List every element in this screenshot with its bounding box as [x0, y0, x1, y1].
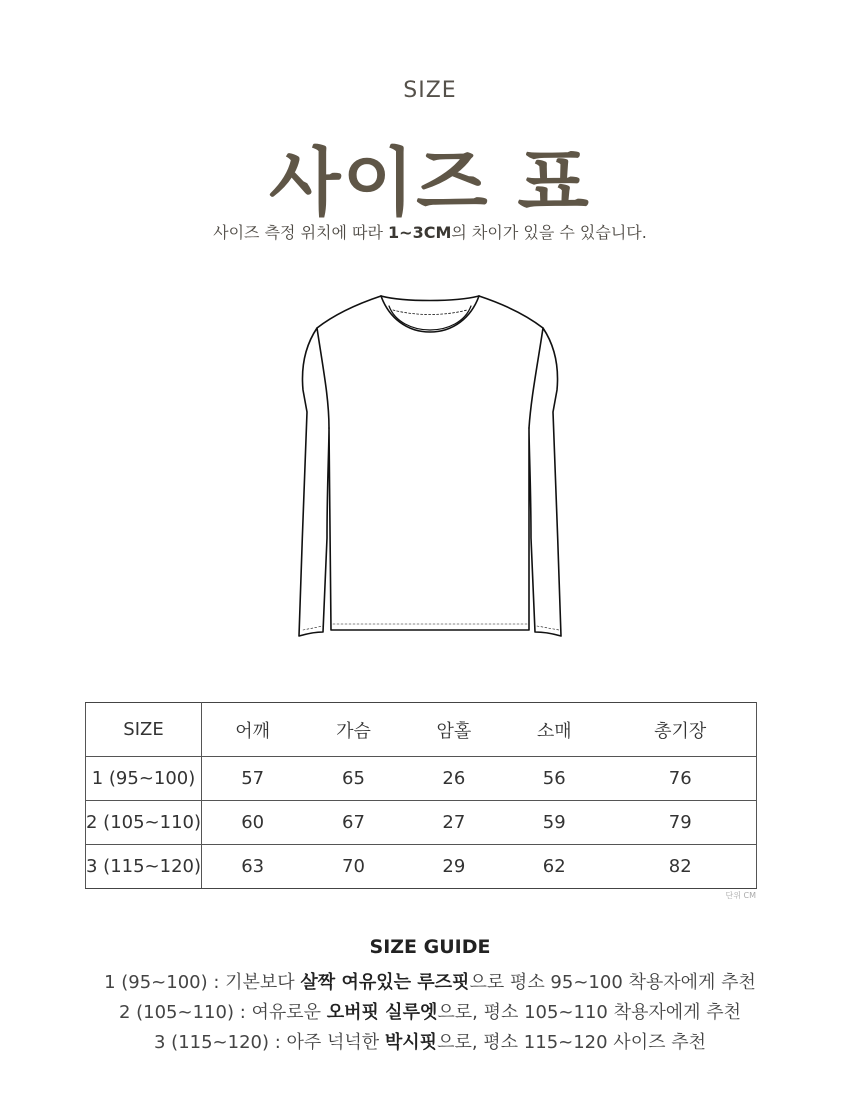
guide-line-pre: 3 (115~120) : 아주 넉넉한 [154, 1032, 385, 1053]
measurement-note-bold: 1~3CM [388, 223, 452, 242]
cell-armhole: 29 [404, 845, 504, 889]
size-eyebrow: SIZE [403, 78, 457, 103]
cell-shoulder: 63 [202, 845, 304, 889]
header-chest: 가슴 [303, 703, 403, 757]
cell-total-length: 79 [604, 801, 756, 845]
header-armhole: 암홀 [404, 703, 504, 757]
cell-armhole: 27 [404, 801, 504, 845]
cell-chest: 67 [303, 801, 403, 845]
guide-line-pre: 1 (95~100) : 기본보다 [104, 972, 301, 993]
guide-line-post: 으로 평소 95~100 착용자에게 추천 [469, 972, 756, 993]
cell-sleeve: 62 [504, 845, 604, 889]
cell-chest: 70 [303, 845, 403, 889]
header-total-length: 총기장 [604, 703, 756, 757]
cell-sleeve: 59 [504, 801, 604, 845]
guide-line-bold: 오버핏 실루엣 [326, 1002, 438, 1023]
header-shoulder: 어깨 [202, 703, 304, 757]
cell-shoulder: 60 [202, 801, 304, 845]
measurement-note-post: 의 차이가 있을 수 있습니다. [451, 223, 647, 242]
table-row [86, 845, 757, 889]
header-size: SIZE [86, 703, 202, 757]
long-sleeve-tshirt-icon [265, 288, 595, 648]
page-title: 사이즈 표 [269, 140, 591, 226]
cell-total-length: 82 [604, 845, 756, 889]
cell-armhole: 26 [404, 757, 504, 801]
cell-sleeve: 56 [504, 757, 604, 801]
size-table [85, 702, 757, 889]
guide-line-post: 으로, 평소 115~120 사이즈 추천 [437, 1032, 706, 1053]
table-row [86, 757, 757, 801]
cell-total-length: 76 [604, 757, 756, 801]
size-guide-line [0, 998, 860, 1024]
cell-size: 1 (95~100) [86, 757, 202, 801]
size-guide-line [0, 1028, 860, 1054]
header-sleeve: 소매 [504, 703, 604, 757]
unit-note: 단위 CM [725, 891, 756, 900]
size-guide-title: SIZE GUIDE [369, 936, 491, 958]
cell-size: 3 (115~120) [86, 845, 202, 889]
measurement-note-pre: 사이즈 측정 위치에 따라 [213, 223, 389, 242]
table-header-row [86, 703, 757, 757]
cell-chest: 65 [303, 757, 403, 801]
cell-size: 2 (105~110) [86, 801, 202, 845]
guide-line-bold: 살짝 여유있는 루즈핏 [300, 972, 470, 993]
measurement-note [0, 220, 860, 243]
guide-line-post: 으로, 평소 105~110 착용자에게 추천 [437, 1002, 742, 1023]
size-guide-line [0, 968, 860, 994]
cell-shoulder: 57 [202, 757, 304, 801]
table-row [86, 801, 757, 845]
guide-line-bold: 박시핏 [384, 1032, 438, 1053]
guide-line-pre: 2 (105~110) : 여유로운 [118, 1002, 327, 1023]
